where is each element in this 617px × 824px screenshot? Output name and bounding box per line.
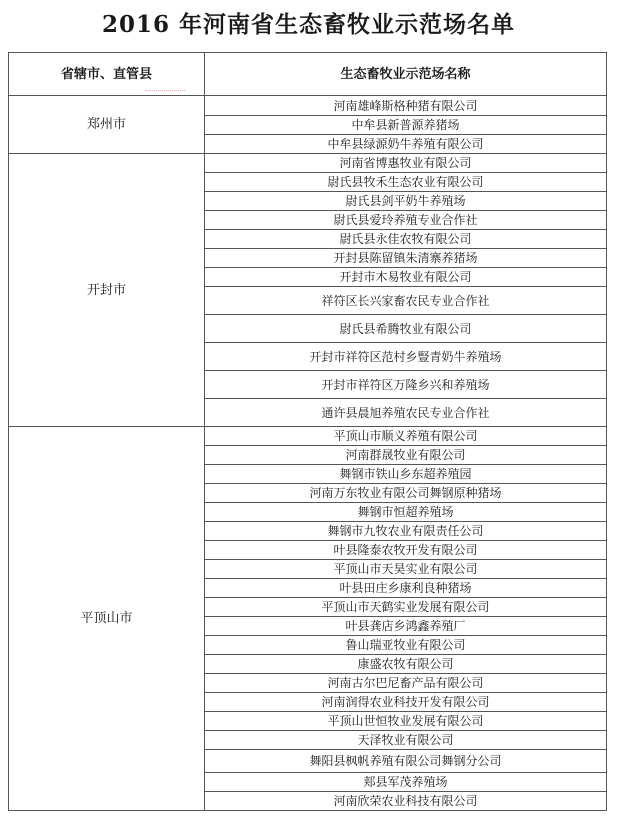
farm-name-cell: 舞钢市铁山乡东超养殖园 (205, 465, 607, 484)
city-cell: 郑州市 (9, 96, 205, 154)
farm-name-cell: 尉氏县希腾牧业有限公司 (205, 315, 607, 343)
table-row (9, 427, 607, 446)
farm-name-cell: 尉氏县永佳农牧有限公司 (205, 230, 607, 249)
farm-name-cell: 尉氏县剑平奶牛养殖场 (205, 192, 607, 211)
farm-name-cell: 通许县晨旭养殖农民专业合作社 (205, 399, 607, 427)
farm-name-cell: 开封市祥符区范村乡豎青奶牛养殖场 (205, 343, 607, 371)
farm-name-cell: 尉氏县牧禾生态农业有限公司 (205, 173, 607, 192)
farm-name-cell: 开封县陈留镇朱清寨养猪场 (205, 249, 607, 268)
farm-name-cell: 河南雄峰斯格种猪有限公司 (205, 96, 607, 116)
table-row (9, 154, 607, 173)
table-body (9, 96, 607, 811)
farm-name-cell: 平顶山市天鹤实业发展有限公司 (205, 598, 607, 617)
table-header-row (9, 53, 607, 96)
farm-name-cell: 河南润得农业科技开发有限公司 (205, 693, 607, 712)
farm-name-cell: 郏县军茂养殖场 (205, 773, 607, 792)
table-row (9, 96, 607, 116)
header-farm-name: 生态畜牧业示范场名称 (205, 53, 607, 96)
farm-name-cell: 天泽牧业有限公司 (205, 731, 607, 750)
farm-name-cell: 祥符区长兴家畜农民专业合作社 (205, 287, 607, 315)
document-title: 2016 年河南省生态畜牧业示范场名单 (101, 11, 516, 38)
farm-name-cell: 河南省博惠牧业有限公司 (205, 154, 607, 173)
farm-name-cell: 中牟县绿源奶牛养殖有限公司 (205, 135, 607, 154)
farm-name-cell: 开封市木易牧业有限公司 (205, 268, 607, 287)
city-cell: 开封市 (9, 154, 205, 427)
farm-name-cell: 叶县隆泰农牧开发有限公司 (205, 541, 607, 560)
farm-name-cell: 叶县田庄乡康利良种猪场 (205, 579, 607, 598)
farm-name-cell: 舞钢市九牧农业有限责任公司 (205, 522, 607, 541)
header-city: 省辖市、直管县 (9, 53, 205, 96)
farm-name-cell: 鲁山瑞亚牧业有限公司 (205, 636, 607, 655)
farm-name-cell: 尉氏县爱玲养殖专业合作社 (205, 211, 607, 230)
city-cell: 平顶山市 (9, 427, 205, 811)
farm-name-cell: 舞钢市恒超养殖场 (205, 503, 607, 522)
farm-name-cell: 平顶山市顺义养殖有限公司 (205, 427, 607, 446)
farm-name-cell: 中牟县新普源养猪场 (205, 116, 607, 135)
farm-name-cell: 舞阳县枫帆养殖有限公司舞钢分公司 (205, 750, 607, 773)
farm-name-cell: 河南欣荣农业科技有限公司 (205, 792, 607, 811)
farm-name-cell: 河南古尔巴尼畜产品有限公司 (205, 674, 607, 693)
farm-name-cell: 河南万东牧业有限公司舞钢原种猪场 (205, 484, 607, 503)
farm-name-cell: 康盛农牧有限公司 (205, 655, 607, 674)
farm-name-cell: 平顶山世恒牧业发展有限公司 (205, 712, 607, 731)
farm-name-cell: 叶县龚店乡鸿鑫养殖厂 (205, 617, 607, 636)
demonstration-farm-table (8, 52, 607, 811)
farm-name-cell: 河南群晟牧业有限公司 (205, 446, 607, 465)
farm-name-cell: 开封市祥符区万隆乡兴和养殖场 (205, 371, 607, 399)
farm-name-cell: 平顶山市天昊实业有限公司 (205, 560, 607, 579)
